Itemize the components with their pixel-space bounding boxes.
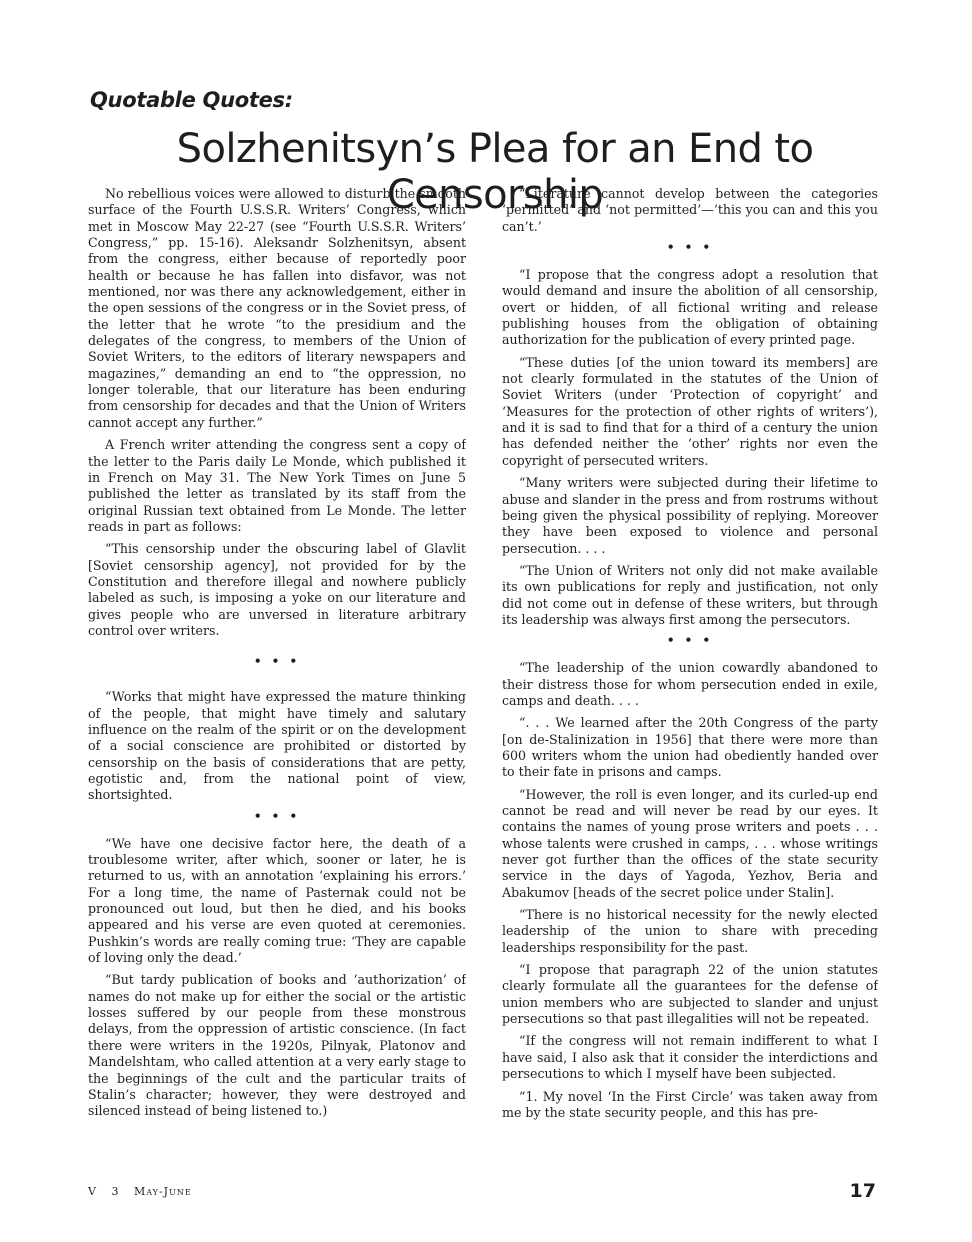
issue-info xyxy=(88,1185,202,1198)
volume-number: V xyxy=(88,1185,97,1198)
paragraph: “The Union of Writers not only did not make available its own publications for reply and justification, not only did not come out in defense of these writers, but through its leadership was always first among the persecutors. xyxy=(502,562,878,627)
page-title: Solzhenitsyn’s Plea for an End to Censorship xyxy=(176,126,814,218)
paragraph: “Works that might have expressed the mature thinking of the people, that might have timely and salutary influence on the realm of the spirit or on the development of a social conscience are prohibited or distorted by censorship on the basis of considerations that are petty, egotistic and, from the national point of view, shortsighted. xyxy=(88,689,466,803)
section-separator: • • • xyxy=(253,808,301,823)
issue-number: 3 xyxy=(111,1185,120,1198)
left-column xyxy=(88,186,466,1161)
paragraph: “I propose that paragraph 22 of the union statutes clearly formulate all the guarantees for the defense of union members who are subjected to slander and unjust persecutions so that past illegalities will not be repeated. xyxy=(502,962,878,1027)
paragraph: “. . . We learned after the 20th Congress of the party [on de-Stalinization in 1956] that there were more than 600 writers whom the union had obediently handed over to their fate in prisons and camps. xyxy=(502,715,878,780)
paragraph: No rebellious voices were allowed to disturb the smooth surface of the Fourth U.S.S.R. Writers’ Congress, which met in Moscow May 22-27 (see “Fourth U.S.S.R. Writers’ Congress,” pp. 15-16). Aleksandr Solzhenitsyn, absent from the congress, either because of reportedly poor health or because he has fallen into disfavor, was not mentioned, nor was there any acknowledgement, either in the open sessions of the congress or in the Soviet press, of the letter that he wrote “to the presidium and the delegates of the congress, to members of the Union of Soviet Writers, to the editors of literary newspapers and magazines,” demanding an end to “the oppression, no longer tolerable, that our literature has been enduring from censorship for decades and that the Union of Writers cannot accept any further.” xyxy=(88,186,466,430)
issue-date: May-June xyxy=(133,1185,192,1198)
paragraph: “I propose that the congress adopt a resolution that would demand and insure the abolition of all censorship, overt or hidden, of all fictional writing and release publishing houses from the obligation of obtaining authorization for the publication of every printed page. xyxy=(502,267,878,348)
paragraph: “However, the roll is even longer, and its curled-up end cannot be read and will never be read by our eyes. It contains the names of young prose writers and poets . . . whose talents were crushed in camps, . . . whose writings never got further than the offices of the state security service in the days of Yagoda, Yezhov, Beria and Abakumov [heads of the secret police under Stalin]. xyxy=(502,786,878,900)
section-separator: • • • xyxy=(666,633,714,648)
paragraph: “But tardy publication of books and ‘authorization’ of names do not make up for either the social or the artistic losses suffered by our people from these monstrous delays, from the oppression of artistic conscience. (In fact there were writers in the 1920s, Pilnyak, Platonov and Mandelshtam, who called attention at a very early stage to the beginnings of the cult and the particular traits of Stalin’s character; however, they were destroyed and silenced instead of being listened to.) xyxy=(88,972,466,1119)
section-separator: • • • xyxy=(666,240,714,255)
kicker: Quotable Quotes: xyxy=(90,88,293,112)
paragraph: “Literature cannot develop between the categories ‘permitted’ and ‘not permitted’—‘this you can and this you can’t.’ xyxy=(502,186,878,234)
right-column xyxy=(502,186,878,1161)
paragraph: “If the congress will not remain indifferent to what I have said, I also ask that it consider the interdictions and persecutions to which I myself have been subjected. xyxy=(502,1033,878,1082)
paragraph: “There is no historical necessity for the newly elected leadership of the union to share with preceding leaderships responsibility for the past. xyxy=(502,907,878,955)
paragraph: “These duties [of the union toward its members] are not clearly formulated in the statutes of the Union of Soviet Writers (under ‘Protection of copyright’ and ‘Measures for the protection of other rights of writers’), and it is sad to find that for a third of a century the union has defended neither the ‘other’ rights nor even the copyright of persecuted writers. xyxy=(502,354,878,468)
paragraph: “This censorship under the obscuring label of Glavlit [Soviet censorship agency], not provided for by the Constitution and therefore illegal and nowhere publicly labeled as such, is imposing a yoke on our literature and gives people who are unversed in literature arbitrary control over writers. xyxy=(88,541,466,638)
paragraph: A French writer attending the congress sent a copy of the letter to the Paris daily Le Monde, which published it in French on May 31. The New York Times on June 5 published the letter as translated by its staff from the original Russian text obtained from Le Monde. The letter reads in part as follows: xyxy=(88,437,466,534)
page-number: 17 xyxy=(849,1180,876,1202)
paragraph: “Many writers were subjected during their lifetime to abuse and slander in the press and from rostrums without being given the physical possibility of replying. Moreover they have been exposed to violence and personal persecution. . . . xyxy=(502,475,878,556)
paragraph: “1. My novel ‘In the First Circle’ was taken away from me by the state security people, and this has pre- xyxy=(502,1088,878,1120)
paragraph: “We have one decisive factor here, the death of a troublesome writer, after which, sooner or later, he is returned to us, with an annotation ‘explaining his errors.’ For a long time, the name of Pasternak could not be pronounced out loud, but then he died, and his books appeared and his verse are even quoted at ceremonies. Pushkin’s words are really coming true: ‘They are capable of loving only the dead.’ xyxy=(88,835,466,966)
paragraph: “The leadership of the union cowardly abandoned to their distress those for whom persecution ended in exile, camps and death. . . . xyxy=(502,660,878,708)
section-separator: • • • xyxy=(253,654,301,669)
